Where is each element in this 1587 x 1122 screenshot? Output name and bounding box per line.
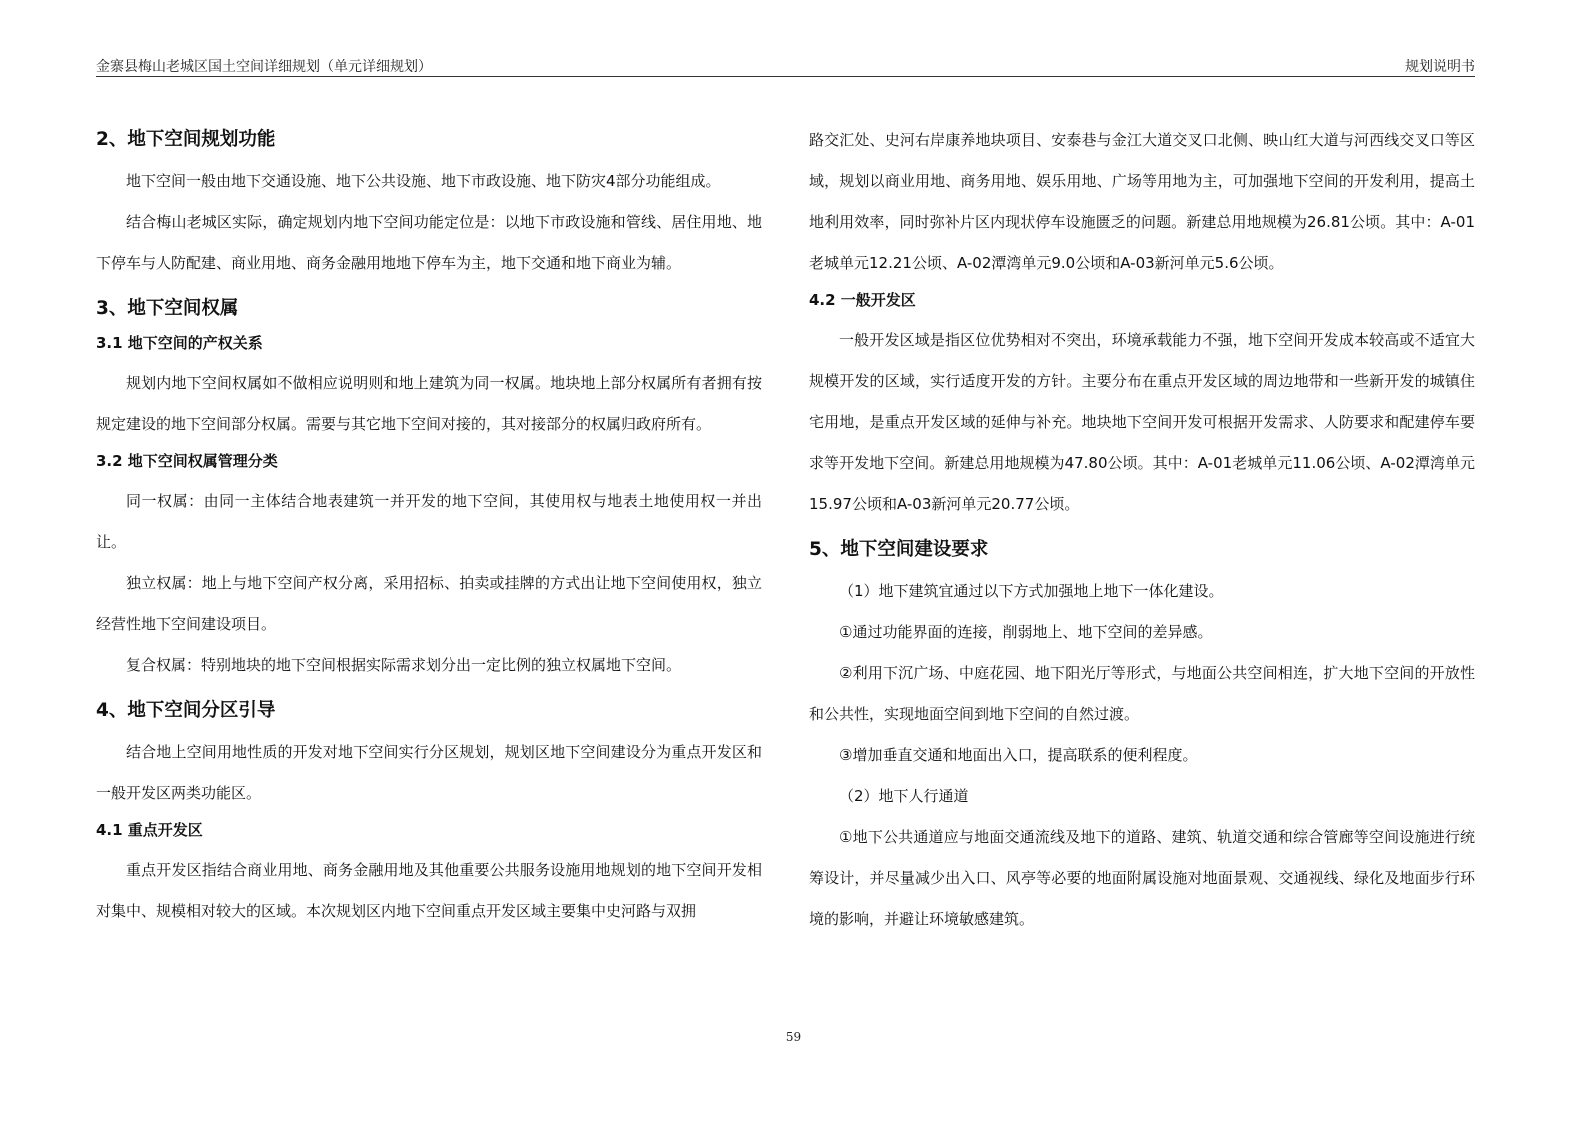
paragraph: ②利用下沉广场、中庭花园、地下阳光厅等形式，与地面公共空间相连，扩大地下空间的开放性和公共性，实现地面空间到地下空间的自然过渡。 [809,664,1475,723]
paragraph: （1）地下建筑宜通过以下方式加强地上地下一体化建设。 [839,582,1224,600]
subsection-heading-4-2: 4.2 一般开发区 [809,291,916,309]
paragraph: 复合权属：特别地块的地下空间根据实际需求划分出一定比例的独立权属地下空间。 [126,656,682,674]
page-number: 59 [785,1030,802,1044]
subsection-heading-4-1: 4.1 重点开发区 [96,821,203,839]
section-heading-5: 5、地下空间建设要求 [809,539,989,560]
paragraph: 同一权属：由同一主体结合地表建筑一并开发的地下空间，其使用权与地表土地使用权一并出让。 [96,492,762,551]
paragraph: 规划内地下空间权属如不做相应说明则和地上建筑为同一权属。地块地上部分权属所有者拥有按规定建设的地下空间部分权属。需要与其它地下空间对接的，其对接部分的权属归政府所有。 [96,374,762,433]
left-column [96,120,762,932]
paragraph: ①通过功能界面的连接，削弱地上、地下空间的差异感。 [839,623,1213,641]
document-type: 规划说明书 [1405,59,1475,75]
document-title: 金寨县梅山老城区国土空间详细规划（单元详细规划） [96,59,432,75]
page-header [96,52,1475,77]
paragraph: 结合地上空间用地性质的开发对地下空间实行分区规划，规划区地下空间建设分为重点开发区和一般开发区两类功能区。 [96,743,762,802]
paragraph-continued: 路交汇处、史河右岸康养地块项目、安泰巷与金江大道交叉口北侧、映山红大道与河西线交叉口等区域，规划以商业用地、商务用地、娱乐用地、广场等用地为主，可加强地下空间的开发利用，提高土地利用效率，同时弥补片区内现状停车设施匮乏的问题。新建总用地规模为26.81公顷。其中：A-01老城单元12.21公顷、A-02潭湾单元9.0公顷和A-03新河单元5.6公顷。 [809,131,1475,272]
paragraph: 地下空间一般由地下交通设施、地下公共设施、地下市政设施、地下防灾4部分功能组成。 [126,172,721,190]
paragraph: （2）地下人行通道 [839,787,969,805]
section-heading-3: 3、地下空间权属 [96,298,239,319]
subsection-heading-3-2: 3.2 地下空间权属管理分类 [96,452,278,470]
paragraph: 结合梅山老城区实际，确定规划内地下空间功能定位是：以地下市政设施和管线、居住用地、地下停车与人防配建、商业用地、商务金融用地地下停车为主，地下交通和地下商业为辅。 [96,213,762,272]
paragraph: ①地下公共通道应与地面交通流线及地下的道路、建筑、轨道交通和综合管廊等空间设施进行统筹设计，并尽量减少出入口、风亭等必要的地面附属设施对地面景观、交通视线、绿化及地面步行环境的影响，并避让环境敏感建筑。 [809,828,1475,928]
paragraph: 一般开发区域是指区位优势相对不突出，环境承载能力不强，地下空间开发成本较高或不适宜大规模开发的区域，实行适度开发的方针。主要分布在重点开发区域的周边地带和一些新开发的城镇住宅用地，是重点开发区域的延伸与补充。地块地下空间开发可根据开发需求、人防要求和配建停车要求等开发地下空间。新建总用地规模为47.80公顷。其中：A-01老城单元11.06公顷、A-02潭湾单元15.97公顷和A-03新河单元20.77公顷。 [809,331,1475,513]
section-heading-2: 2、地下空间规划功能 [96,129,276,150]
section-heading-4: 4、地下空间分区引导 [96,700,276,721]
subsection-heading-3-1: 3.1 地下空间的产权关系 [96,334,263,352]
right-column [809,120,1475,940]
paragraph: 重点开发区指结合商业用地、商务金融用地及其他重要公共服务设施用地规划的地下空间开发相对集中、规模相对较大的区域。本次规划区内地下空间重点开发区域主要集中史河路与双拥 [96,861,762,920]
paragraph: 独立权属：地上与地下空间产权分离，采用招标、拍卖或挂牌的方式出让地下空间使用权，独立经营性地下空间建设项目。 [96,574,762,633]
paragraph: ③增加垂直交通和地面出入口，提高联系的便利程度。 [839,746,1198,764]
